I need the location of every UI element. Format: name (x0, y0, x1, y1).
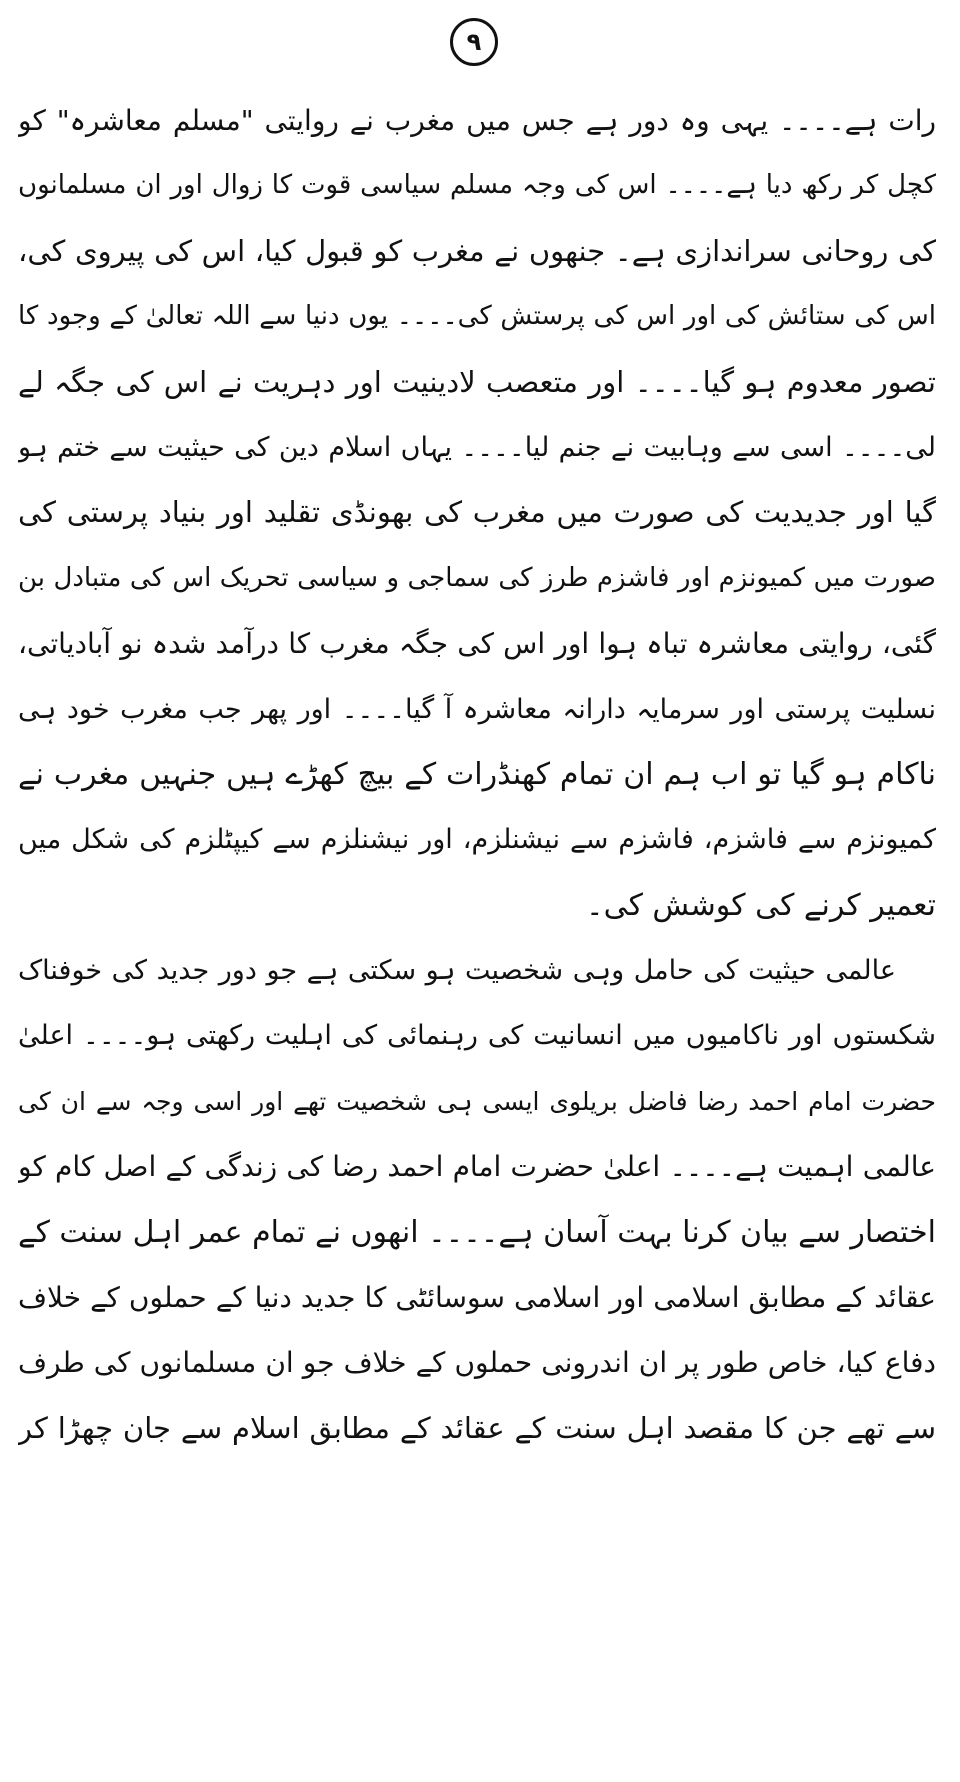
text-line: گیا اور جدیدیت کی صورت میں مغرب کی بھونڈی تقلید اور بنیاد پرستی کی (18, 495, 936, 530)
text-line: عقائد کے مطابق اسلامی اور اسلامی سوسائٹی کا جدید دنیا کے حملوں کے خلاف (18, 1281, 936, 1315)
document-body (18, 88, 936, 1461)
text-line: عالمی اہمیت ہے۔۔۔۔ اعلیٰ حضرت امام احمد رضا کی زندگی کے اصل کام کو (18, 1150, 936, 1184)
text-line: تعمیر کرنے کی کوشش کی۔ (586, 887, 936, 923)
paragraph-2 (18, 938, 936, 1461)
text-line: ناکام ہو گیا تو اب ہم ان تمام کھنڈرات کے بیچ کھڑے ہیں جنہیں مغرب نے (18, 756, 936, 792)
text-line: کچل کر رکھ دیا ہے۔۔۔۔ اس کی وجہ مسلم سیاسی قوت کا زوال اور ان مسلمانوں (18, 170, 936, 201)
text-line: دفاع کیا، خاص طور پر ان اندرونی حملوں کے خلاف جو ان مسلمانوں کی طرف (18, 1346, 936, 1380)
text-line: حضرت امام احمد رضا فاضل بریلوی ایسی ہی شخصیت تھے اور اسی وجہ سے ان کی (18, 1086, 936, 1116)
text-line: نسلیت پرستی اور سرمایہ دارانہ معاشرہ آ گیا۔۔۔۔ اور پھر جب مغرب خود ہی (18, 693, 936, 725)
text-line: سے تھے جن کا مقصد اہل سنت کے عقائد کے مطابق اسلام سے جان چھڑا کر (18, 1410, 936, 1445)
text-line: رات ہے۔۔۔۔ یہی وہ دور ہے جس میں مغرب نے روایتی "مسلم معاشرہ" کو (18, 104, 936, 137)
text-line: اس کی ستائش کی اور اس کی پرستش کی۔۔۔۔ یوں دنیا سے اللہ تعالیٰ کے وجود کا (18, 301, 936, 332)
paragraph-1 (18, 88, 936, 938)
text-line: کی روحانی سراندازی ہے۔ جنھوں نے مغرب کو قبول کیا، اس کی پیروی کی، (18, 233, 936, 268)
text-line: کمیونزم سے فاشزم، فاشزم سے نیشنلزم، اور نیشنلزم سے کیپٹلزم کی شکل میں (18, 824, 936, 856)
text-line: تصور معدوم ہو گیا۔۔۔۔ اور متعصب لادینیت اور دہریت نے اس کی جگہ لے (18, 364, 936, 399)
text-line: لی۔۔۔۔ اسی سے وہابیت نے جنم لیا۔۔۔۔ یہاں اسلام دین کی حیثیت سے ختم ہو (18, 431, 936, 463)
text-line: گئی، روایتی معاشرہ تباہ ہوا اور اس کی جگہ مغرب کا درآمد شدہ نو آبادیاتی، (18, 627, 936, 661)
text-line: شکستوں اور ناکامیوں میں انسانیت کی رہنمائی کی اہلیت رکھتی ہو۔۔۔۔ اعلیٰ (18, 1020, 936, 1052)
page-number: ٩ (450, 18, 498, 66)
text-line: صورت میں کمیونزم اور فاشزم طرز کی سماجی و سیاسی تحریک اس کی متبادل بن (18, 562, 936, 593)
text-line: اختصار سے بیان کرنا بہت آسان ہے۔۔۔۔ انھوں نے تمام عمر اہل سنت کے (18, 1214, 936, 1250)
text-line: عالمی حیثیت کی حامل وہی شخصیت ہو سکتی ہے جو دور جدید کی خوفناک (18, 955, 896, 987)
